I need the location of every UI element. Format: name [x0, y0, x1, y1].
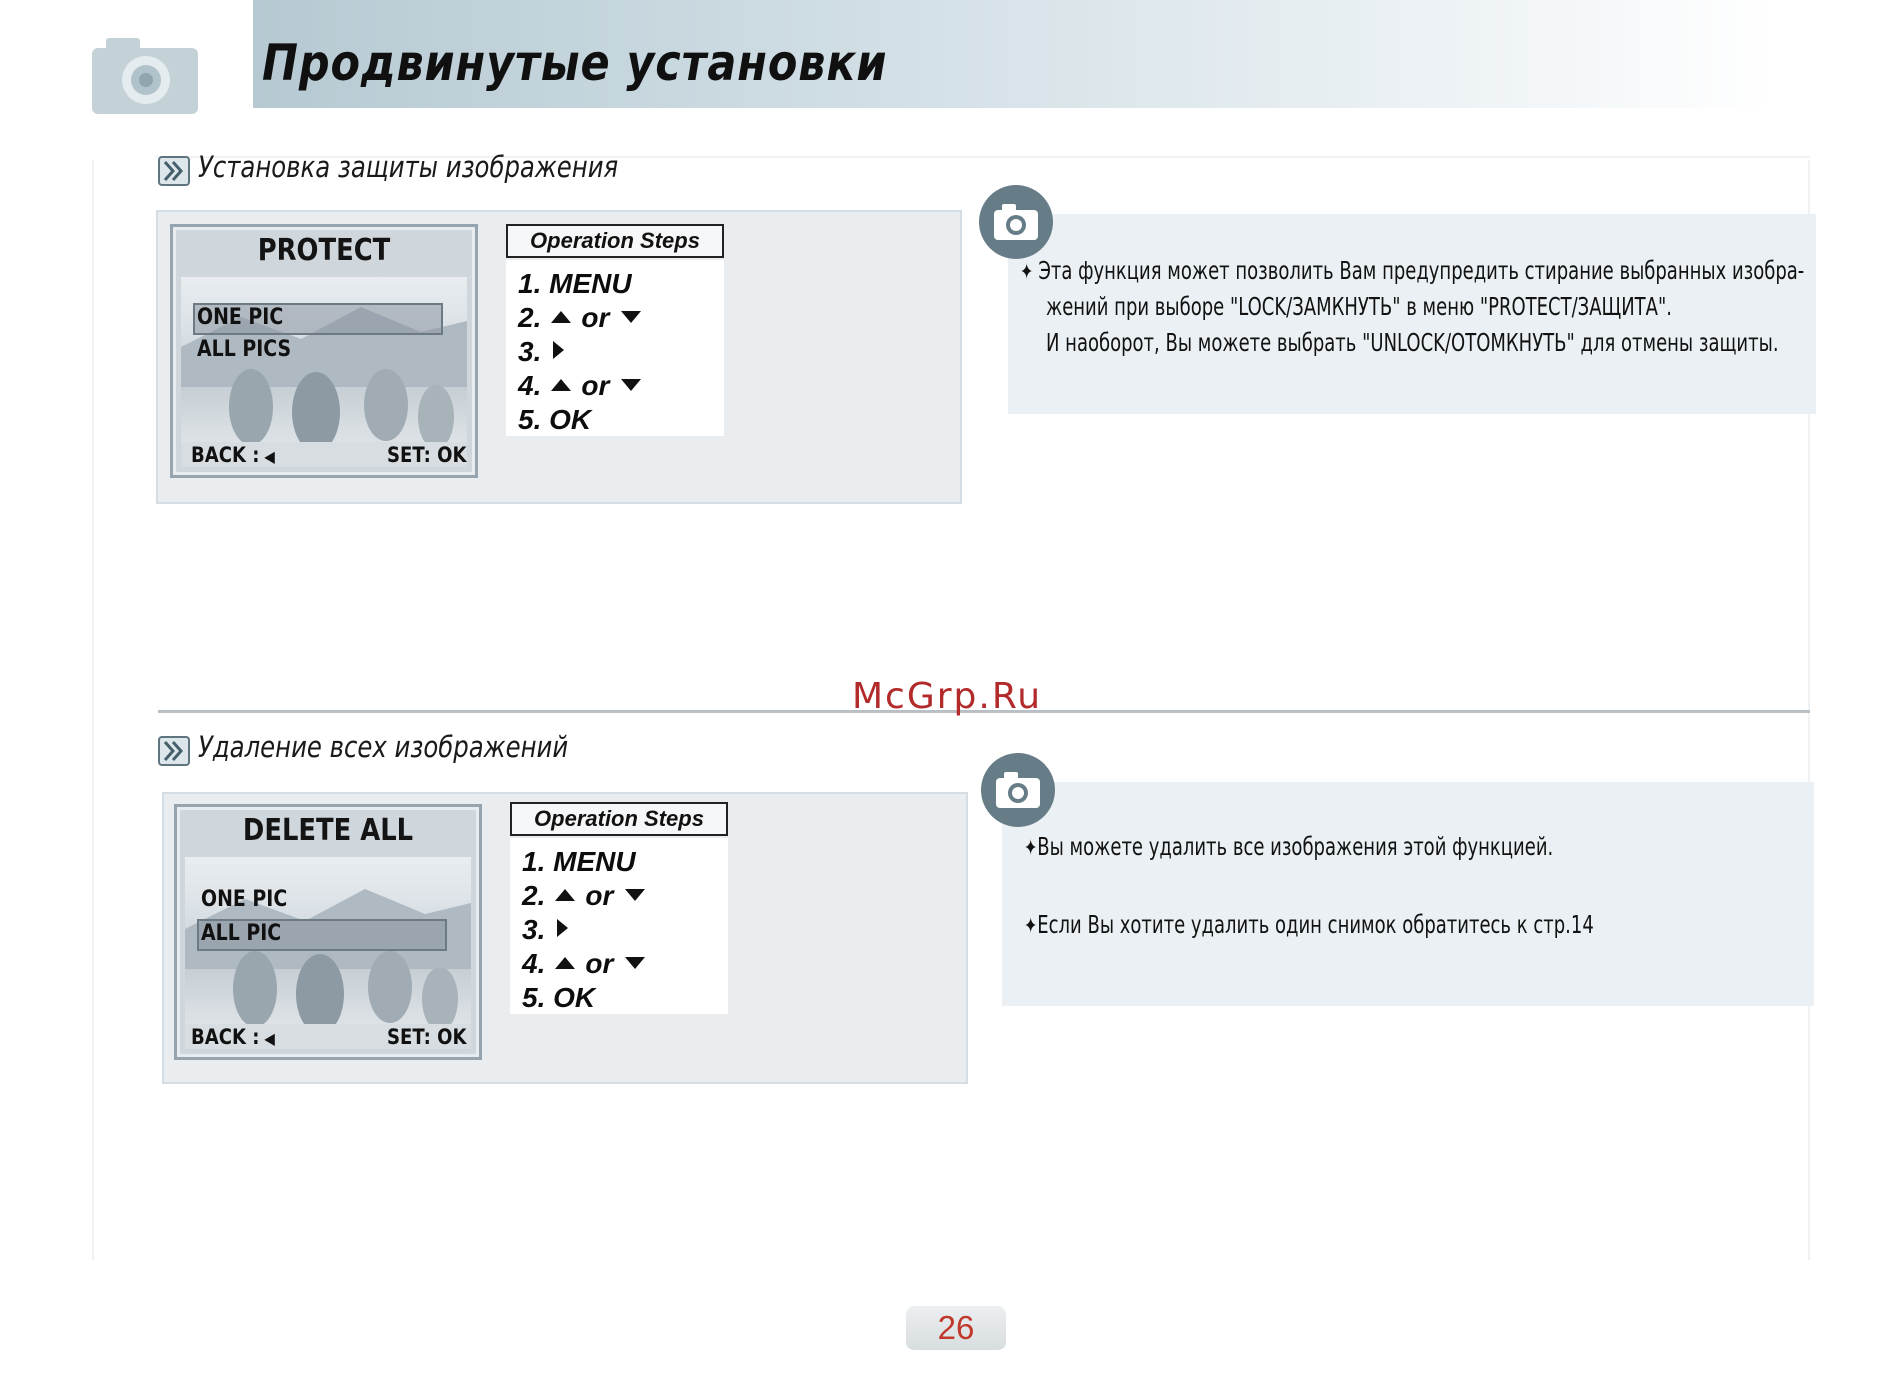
step-1: 1. MENU	[522, 846, 636, 877]
delete-all-lcd-screen	[174, 804, 482, 1060]
set-hint: SET: OK	[387, 443, 467, 467]
delete-all-note-line-1: ✦Вы можете удалить все изображения этой функцией.	[1024, 832, 1554, 861]
section-heading-delete-all	[158, 730, 758, 770]
step-3: 3.	[518, 336, 564, 368]
section-heading-text: Удаление всех изображений	[198, 730, 569, 764]
step-5: 5. OK	[518, 404, 592, 435]
camera-logo-icon	[92, 36, 200, 116]
watermark: McGrp.Ru	[852, 676, 1043, 717]
right-arrow-icon	[553, 341, 564, 359]
screen-title: DELETE ALL	[242, 813, 414, 848]
step-2: 2. or	[518, 302, 641, 334]
step-4: 4. or	[522, 948, 645, 980]
step-4: 4. or	[518, 370, 641, 402]
up-arrow-icon	[551, 379, 571, 391]
screen-background-photo	[185, 857, 471, 1049]
operation-steps-title: Operation Steps	[510, 802, 728, 836]
double-chevron-icon	[158, 156, 190, 186]
camera-note-icon	[980, 752, 1056, 828]
page-title: Продвинутые установки	[262, 34, 888, 92]
bullet-star-icon: ✦	[1020, 260, 1039, 285]
up-arrow-icon	[555, 889, 575, 901]
up-arrow-icon	[551, 311, 571, 323]
operation-steps-title: Operation Steps	[506, 224, 724, 258]
down-arrow-icon	[621, 311, 641, 323]
menu-option-one-pic: ONE PIC	[197, 305, 284, 330]
protect-note-line-1: ✦ Эта функция может позволить Вам предупредить стирание выбранных изобра-	[1020, 256, 1805, 285]
section-heading-protect	[158, 150, 758, 190]
back-hint: BACK : ◀	[191, 1025, 275, 1049]
delete-all-note-line-2: ✦Если Вы хотите удалить один снимок обратитесь к стр.14	[1024, 910, 1594, 939]
step-5: 5. OK	[522, 982, 596, 1013]
protect-note-line-2: жений при выборе "LOCK/ЗАМКНУТЬ" в меню "PROTECT/ЗАЩИТА".	[1046, 292, 1672, 321]
menu-option-one-pic: ONE PIC	[201, 887, 288, 912]
steps-list	[510, 838, 728, 1014]
camera-note-icon	[978, 184, 1054, 260]
bullet-star-icon: ✦	[1024, 914, 1038, 939]
down-arrow-icon	[621, 379, 641, 391]
up-arrow-icon	[555, 957, 575, 969]
menu-option-all-pics: ALL PICS	[197, 337, 292, 362]
back-hint: BACK : ◀	[191, 443, 275, 467]
right-arrow-icon	[557, 919, 568, 937]
section-heading-text: Установка защиты изображения	[198, 150, 619, 184]
protect-lcd-screen	[170, 224, 478, 478]
frame-left-line	[92, 160, 94, 1260]
delete-all-note-box	[1002, 782, 1814, 1006]
step-2: 2. or	[522, 880, 645, 912]
double-chevron-icon	[158, 736, 190, 766]
protect-note-line-3: И наоборот, Вы можете выбрать "UNLOCK/ОТОМКНУТЬ" для отмены защиты.	[1046, 328, 1779, 357]
step-1: 1. MENU	[518, 268, 632, 299]
down-arrow-icon	[625, 957, 645, 969]
screen-title: PROTECT	[257, 233, 391, 268]
bullet-star-icon: ✦	[1024, 836, 1038, 861]
step-3: 3.	[522, 914, 568, 946]
steps-list	[506, 260, 724, 436]
page-number: 26	[906, 1306, 1006, 1350]
menu-option-all-pic: ALL PIC	[201, 921, 282, 946]
down-arrow-icon	[625, 889, 645, 901]
set-hint: SET: OK	[387, 1025, 467, 1049]
